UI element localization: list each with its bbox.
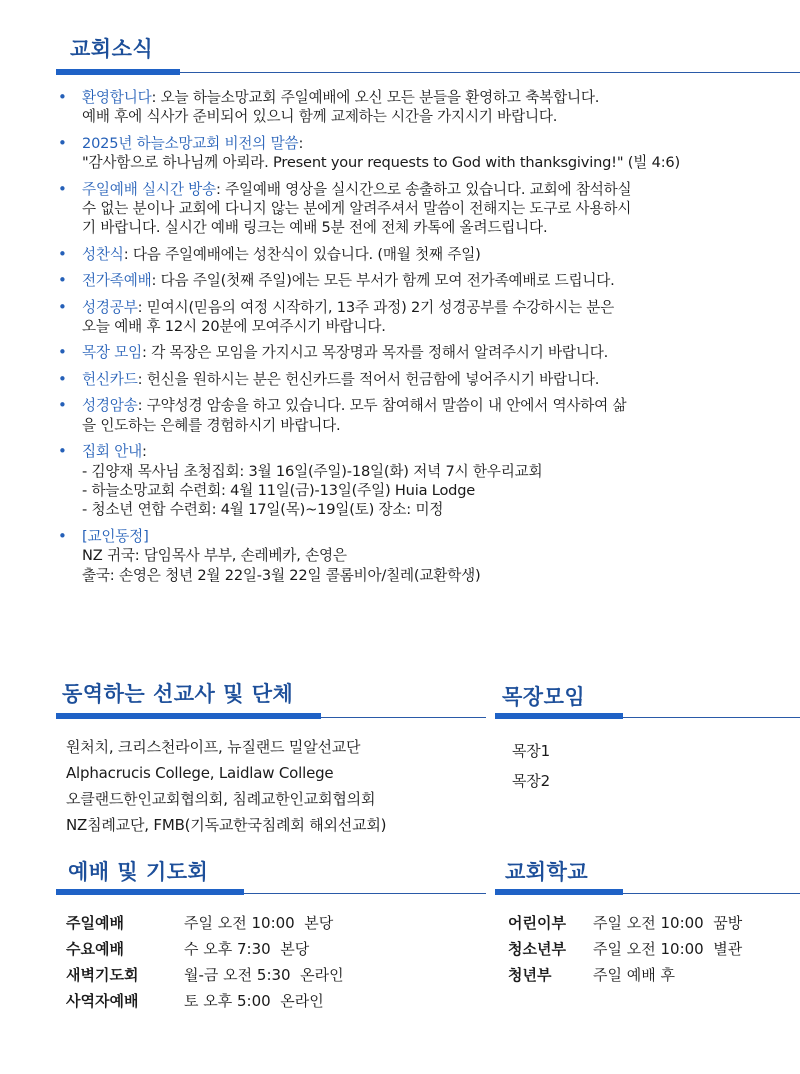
schedule-value: 주일 예배 후 [593, 966, 675, 984]
news-item-sep: : [151, 272, 161, 290]
bullet-icon: • [58, 369, 67, 388]
schedule-label: 청년부 [508, 966, 552, 984]
news-item-line: 다음 주일예배에는 성찬식이 있습니다. (매월 첫째 주일) [132, 245, 481, 263]
news-item [56, 298, 791, 337]
news-item-line: "감사함으로 하나님께 아뢰라. Present your requests to God with thanksgiving!" (빌 4:6) [82, 154, 680, 172]
schedule-label: 청소년부 [508, 940, 566, 958]
news-item [56, 245, 791, 264]
news-item [56, 343, 791, 362]
bullet-icon: • [58, 88, 67, 106]
news-item-head: [교인동정] [82, 527, 149, 545]
church-news-title: 교회소식 [70, 37, 154, 61]
schedule-row [66, 988, 344, 1014]
missions-bar [56, 713, 321, 719]
news-item-head: 성경암송 [82, 397, 138, 415]
bullet-icon: • [58, 133, 67, 152]
bullet-icon: • [58, 526, 67, 545]
news-item [56, 180, 791, 238]
bullet-icon: • [58, 271, 67, 290]
missions-line: 원처치, 크리스천라이프, 뉴질랜드 밀알선교단 [66, 738, 361, 756]
schedule-label: 수요예배 [66, 940, 124, 958]
cell-groups-list [512, 736, 550, 796]
news-item-line: 오늘 하늘소망교회 주일예배에 오신 모든 분들을 환영하고 축복합니다. [160, 89, 600, 106]
news-item-head: 목장 모임 [82, 344, 143, 362]
news-item [56, 527, 791, 585]
missions-line: NZ침례교단, FMB(기독교한국침례회 해외선교회) [66, 816, 387, 834]
news-item-line: 출국: 손영은 청년 2월 22일-3월 22일 콜롬비아/칠레(교환학생) [82, 566, 481, 584]
news-item [56, 370, 791, 389]
news-item-line: 기 바랍니다. 실시간 예배 링크는 예배 5분 전에 전체 카톡에 올려드립니다. [82, 219, 548, 237]
church-news-bar [56, 69, 180, 75]
worship-title: 예배 및 기도회 [68, 860, 209, 884]
missions-title: 동역하는 선교사 및 단체 [62, 682, 294, 706]
news-item-head: 2025년 하늘소망교회 비전의 말씀 [82, 134, 299, 152]
bullet-icon: • [58, 297, 67, 316]
news-item-head: 주일예배 실시간 방송 [82, 180, 216, 198]
news-item-head: 환영합니다 [82, 89, 152, 106]
news-item [56, 88, 791, 127]
worship-bar [56, 889, 244, 895]
missions-list [66, 734, 386, 838]
news-item [56, 134, 791, 173]
church-news-list [56, 88, 791, 592]
schedule-row [508, 936, 742, 962]
news-item-line: 수 없는 분이나 교회에 다니지 않는 분에게 알려주셔서 말씀이 전해지는 도구로 사용하시 [82, 200, 632, 218]
news-item [56, 442, 791, 520]
schedule-label: 새벽기도회 [66, 966, 139, 984]
bullet-icon: • [58, 179, 67, 198]
schedule-label: 어린이부 [508, 914, 566, 932]
schedule-row [66, 936, 344, 962]
schedule-value: 수 오후 7:30 본당 [184, 940, 310, 958]
cell-groups-bar [495, 713, 623, 719]
news-item-head: 전가족예배 [82, 272, 152, 290]
schedule-row [66, 962, 344, 988]
news-item-line: 다음 주일(첫째 주일)에는 모든 부서가 함께 모여 전가족예배로 드립니다. [160, 272, 615, 290]
news-item-sep: : [137, 397, 147, 415]
news-item-sep: : [151, 89, 161, 106]
schedule-row [508, 962, 742, 988]
news-item-line: 구약성경 암송을 하고 있습니다. 모두 참여해서 말씀이 내 안에서 역사하여 삶 [146, 397, 627, 415]
news-item-line: - 하늘소망교회 수련회: 4월 11일(금)-13일(주일) Huia Lodge [82, 481, 476, 499]
news-item-sep: : [298, 134, 304, 152]
bullet-icon: • [58, 244, 67, 263]
news-item-line: 오늘 예배 후 12시 20분에 모여주시기 바랍니다. [82, 318, 386, 336]
news-item-line: 을 인도하는 은혜를 경험하시기 바랍니다. [82, 416, 341, 434]
news-item-head: 성찬식 [82, 245, 124, 263]
news-item-sep: : [137, 370, 147, 388]
news-item-head: 헌신카드 [82, 370, 138, 388]
schedule-value: 토 오후 5:00 온라인 [184, 992, 324, 1010]
bullet-icon: • [58, 396, 67, 415]
schedule-value: 주일 오전 10:00 별관 [593, 940, 743, 958]
news-item-sep: : [142, 443, 147, 461]
news-item-line: 예배 후에 식사가 준비되어 있으니 함께 교제하는 시간을 가지시기 바랍니다. [82, 108, 558, 126]
news-item-line: - 김양재 목사님 초청집회: 3월 16일(주일)-18일(화) 저녁 7시 한우리교회 [82, 462, 543, 480]
church-school-schedule [508, 910, 742, 988]
news-item-head: 성경공부 [82, 298, 138, 316]
news-item-line: 각 목장은 모임을 가지시고 목장명과 목자를 정해서 알려주시기 바랍니다. [151, 344, 609, 362]
schedule-label: 사역자예배 [66, 992, 139, 1010]
schedule-row [508, 910, 742, 936]
bullet-icon: • [58, 442, 67, 461]
cell-group-item: 목장1 [512, 742, 550, 760]
church-school-bar [495, 889, 623, 895]
schedule-value: 주일 오전 10:00 꿈방 [593, 914, 743, 932]
missions-line: 오클랜드한인교회협의회, 침례교한인교회협의회 [66, 790, 376, 808]
cell-groups-title: 목장모임 [502, 685, 586, 709]
worship-schedule [66, 910, 344, 1014]
schedule-label: 주일예배 [66, 914, 124, 932]
news-item-line: - 청소년 연합 수련회: 4월 17일(목)~19일(토) 장소: 미정 [82, 501, 444, 519]
bullet-icon: • [58, 343, 67, 362]
cell-group-item: 목장2 [512, 772, 550, 790]
schedule-row [66, 910, 344, 936]
news-item-line: 헌신을 원하시는 분은 헌신카드를 적어서 헌금함에 넣어주시기 바랍니다. [146, 370, 600, 388]
news-item [56, 396, 791, 435]
news-item-sep: : [123, 245, 133, 263]
schedule-value: 월-금 오전 5:30 온라인 [184, 966, 344, 984]
church-school-title: 교회학교 [505, 860, 589, 884]
news-item-head: 집회 안내 [82, 443, 143, 461]
news-item [56, 271, 791, 290]
news-item-line: NZ 귀국: 담임목사 부부, 손레베카, 손영은 [82, 547, 347, 565]
news-item-sep: : [215, 180, 226, 198]
news-item-line: 주일예배 영상을 실시간으로 송출하고 있습니다. 교회에 참석하실 [225, 180, 632, 198]
schedule-value: 주일 오전 10:00 본당 [184, 914, 334, 932]
news-item-sep: : [137, 298, 147, 316]
news-item-sep: : [142, 344, 152, 362]
news-item-line: 믿여시(믿음의 여정 시작하기, 13주 과정) 2기 성경공부를 수강하시는 분은 [146, 298, 615, 316]
missions-line: Alphacrucis College, Laidlaw College [66, 764, 334, 782]
